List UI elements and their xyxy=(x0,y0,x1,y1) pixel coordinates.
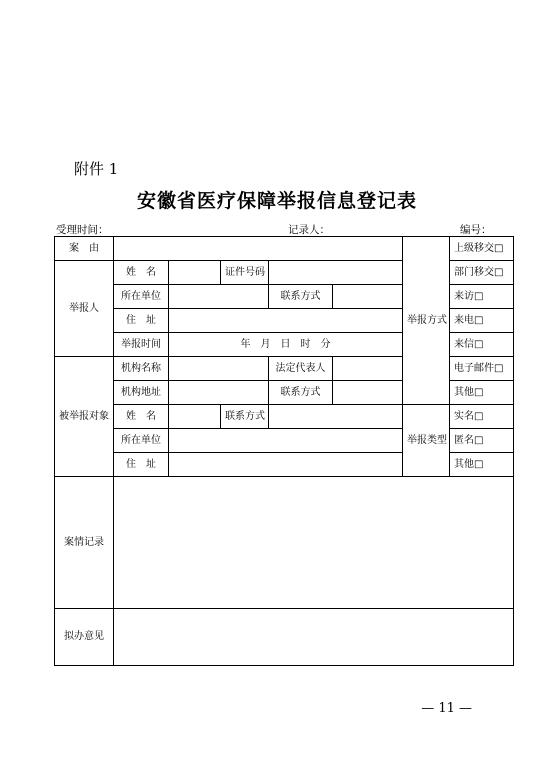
reported-party-label: 被举报对象 xyxy=(55,357,114,477)
org-name-label: 机构名称 xyxy=(114,357,169,381)
org-contact-label: 联系方式 xyxy=(269,381,333,405)
recorder-label: 记录人： xyxy=(288,224,330,236)
page-title: 安徽省医疗保障举报信息登记表 xyxy=(136,190,417,212)
reported-contact-label: 联系方式 xyxy=(221,405,269,429)
report-time-field[interactable]: 年 月 日 时 分 xyxy=(169,333,403,357)
registration-form-table xyxy=(54,236,514,666)
reported-work-unit-label: 所在单位 xyxy=(114,429,169,453)
reporter-name-label: 姓 名 xyxy=(114,261,169,285)
report-method-option[interactable]: 电子邮件□ xyxy=(450,357,514,381)
reported-name-label: 姓 名 xyxy=(114,405,169,429)
report-method-option[interactable]: 来电□ xyxy=(450,309,514,333)
reporter-contact-label: 联系方式 xyxy=(269,285,333,309)
report-method-option[interactable]: 其他□ xyxy=(450,381,514,405)
reported-address-field[interactable] xyxy=(169,453,403,477)
reporter-work-unit-label: 所在单位 xyxy=(114,285,169,309)
org-name-field[interactable] xyxy=(169,357,269,381)
reported-contact-field[interactable] xyxy=(269,405,403,429)
id-number-field[interactable] xyxy=(269,261,403,285)
proposed-opinion-field[interactable] xyxy=(114,609,514,666)
page-number: — 11 — xyxy=(421,701,472,716)
id-number-label: 证件号码 xyxy=(221,261,269,285)
reporter-contact-field[interactable] xyxy=(333,285,403,309)
report-type-option[interactable]: 匿名□ xyxy=(450,429,514,453)
reporter-label: 举报人 xyxy=(55,261,114,357)
number-label: 编号： xyxy=(460,224,492,236)
report-time-label: 举报时间 xyxy=(114,333,169,357)
report-method-option[interactable]: 上级移交□ xyxy=(450,237,514,261)
report-method-option[interactable]: 来信□ xyxy=(450,333,514,357)
org-address-label: 机构地址 xyxy=(114,381,169,405)
reported-work-unit-field[interactable] xyxy=(169,429,403,453)
report-method-label: 举报方式 xyxy=(403,237,450,405)
report-type-option[interactable]: 实名□ xyxy=(450,405,514,429)
legal-rep-field[interactable] xyxy=(333,357,403,381)
case-reason-label: 案 由 xyxy=(55,237,114,261)
report-method-option[interactable]: 来访□ xyxy=(450,285,514,309)
reported-name-field[interactable] xyxy=(169,405,221,429)
reporter-name-field[interactable] xyxy=(169,261,221,285)
proposed-opinion-label: 拟办意见 xyxy=(55,609,114,666)
case-record-field[interactable] xyxy=(114,477,514,609)
org-address-field[interactable] xyxy=(169,381,269,405)
legal-rep-label: 法定代表人 xyxy=(269,357,333,381)
case-reason-field[interactable] xyxy=(114,237,403,261)
report-type-label: 举报类型 xyxy=(403,405,450,477)
reported-address-label: 住 址 xyxy=(114,453,169,477)
case-record-label: 案情记录 xyxy=(55,477,114,609)
reporter-address-field[interactable] xyxy=(169,309,403,333)
reporter-address-label: 住 址 xyxy=(114,309,169,333)
org-contact-field[interactable] xyxy=(333,381,403,405)
reporter-work-unit-field[interactable] xyxy=(169,285,269,309)
report-method-option[interactable]: 部门移交□ xyxy=(450,261,514,285)
report-type-option[interactable]: 其他□ xyxy=(450,453,514,477)
accept-time-label: 受理时间： xyxy=(56,224,109,236)
attachment-label: 附件 1 xyxy=(74,160,119,178)
